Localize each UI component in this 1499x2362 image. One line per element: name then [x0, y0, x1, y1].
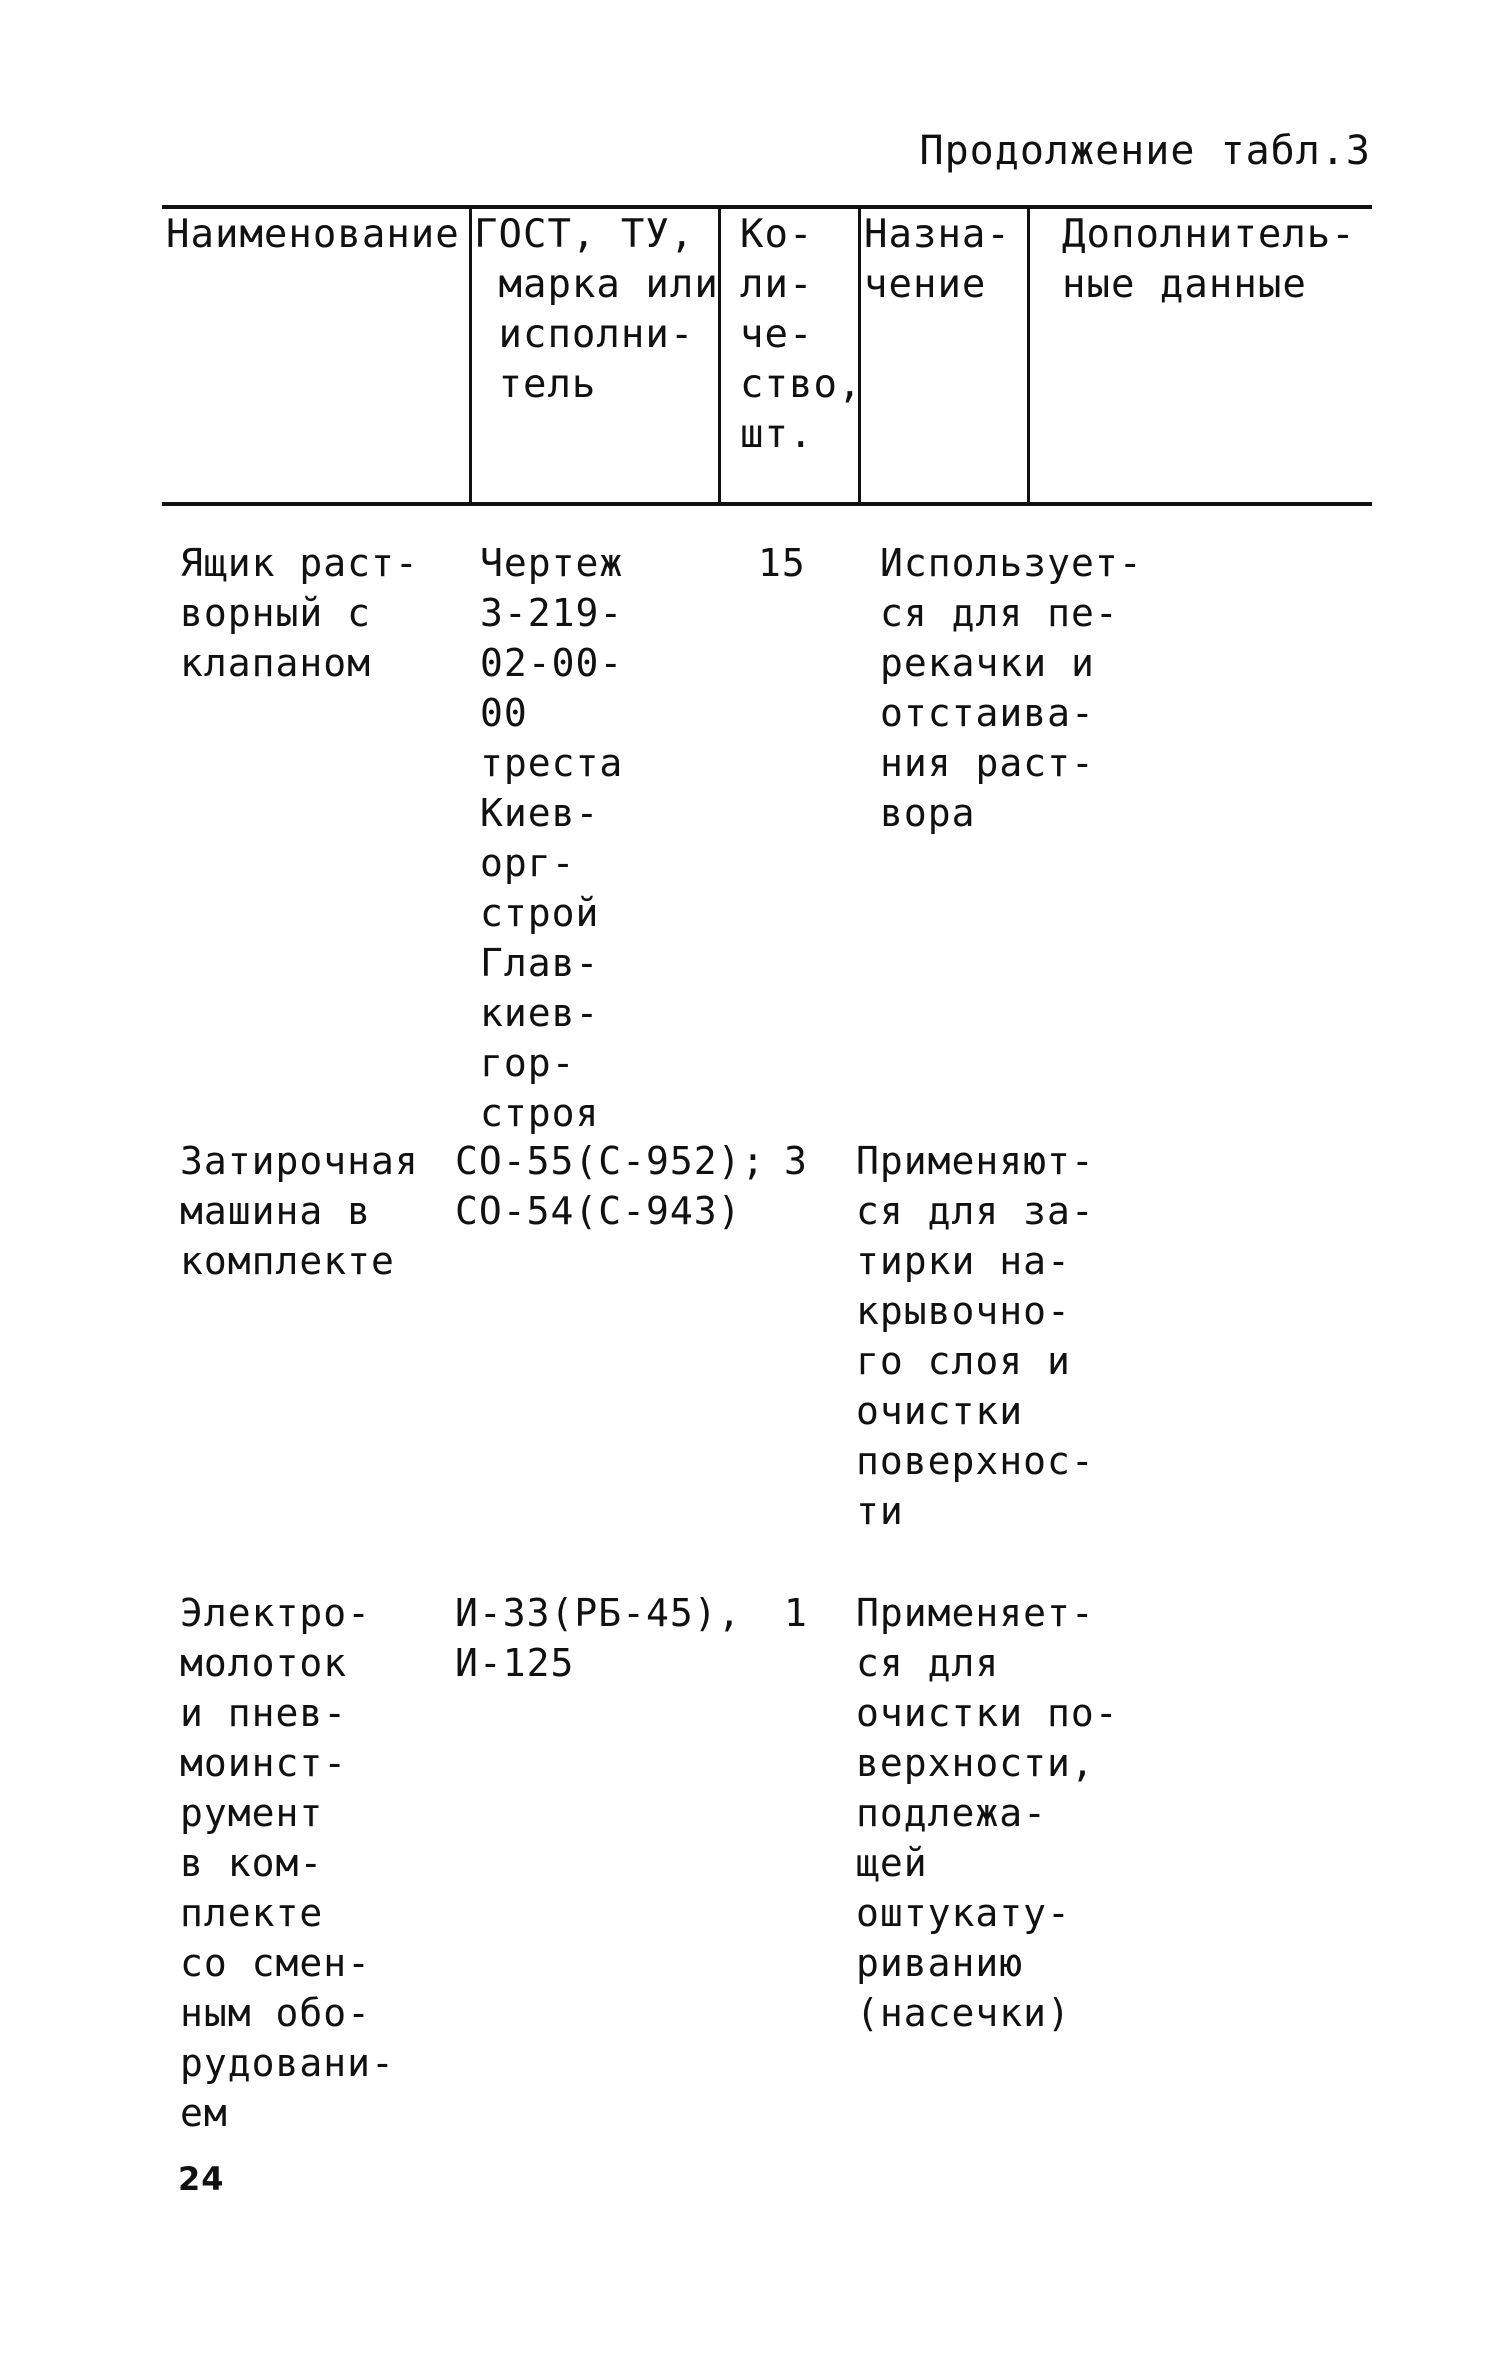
column-divider: [469, 207, 472, 503]
column-divider: [1027, 207, 1030, 503]
header-purpose: Назна- чение: [864, 212, 1011, 307]
row3-purpose: Применяет- ся для очистки по- верхности, подлежа- щей оштукату- риванию (насечки): [856, 1591, 1119, 2035]
header-name: Наименование: [166, 212, 460, 257]
row3-quantity: 1: [784, 1591, 808, 1635]
row2-gost: СО-55(С-952); СО-54(С-943): [455, 1139, 766, 1233]
row2-name: Затирочная машина в комплекте: [180, 1139, 419, 1283]
row2-quantity: 3: [784, 1139, 808, 1183]
page-number: 24: [178, 2160, 225, 2198]
table-top-rule: [162, 205, 1372, 209]
header-extra: Дополнитель- ные данные: [1062, 212, 1356, 307]
row3-name: Электро- молоток и пнев- моинст- румент в ком- плекте со смен- ным обо- рудовани- ем: [180, 1591, 395, 2135]
row1-purpose: Использует- ся для пе- рекачки и отстаива- ния раст- вора: [880, 541, 1143, 835]
row1-quantity: 15: [758, 541, 806, 585]
row1-gost: Чертеж 3-219- 02-00- 00 треста Киев- орг- строй Глав- киев- гор- строя: [480, 541, 624, 1135]
header-gost: ГОСТ, ТУ, марка или исполни- тель: [474, 212, 719, 407]
row1-name: Ящик раст- ворный с клапаном: [180, 541, 419, 685]
table-caption: Продолжение табл.3: [919, 128, 1371, 174]
row2-purpose: Применяют- ся для за- тирки на- крывочно- го слоя и очистки поверхнос- ти: [856, 1139, 1095, 1533]
row3-gost: И-33(РБ-45), И-125: [455, 1591, 742, 1685]
header-quantity: Ко- ли- че- ство, шт.: [740, 212, 863, 457]
header-bottom-rule: [162, 502, 1372, 506]
